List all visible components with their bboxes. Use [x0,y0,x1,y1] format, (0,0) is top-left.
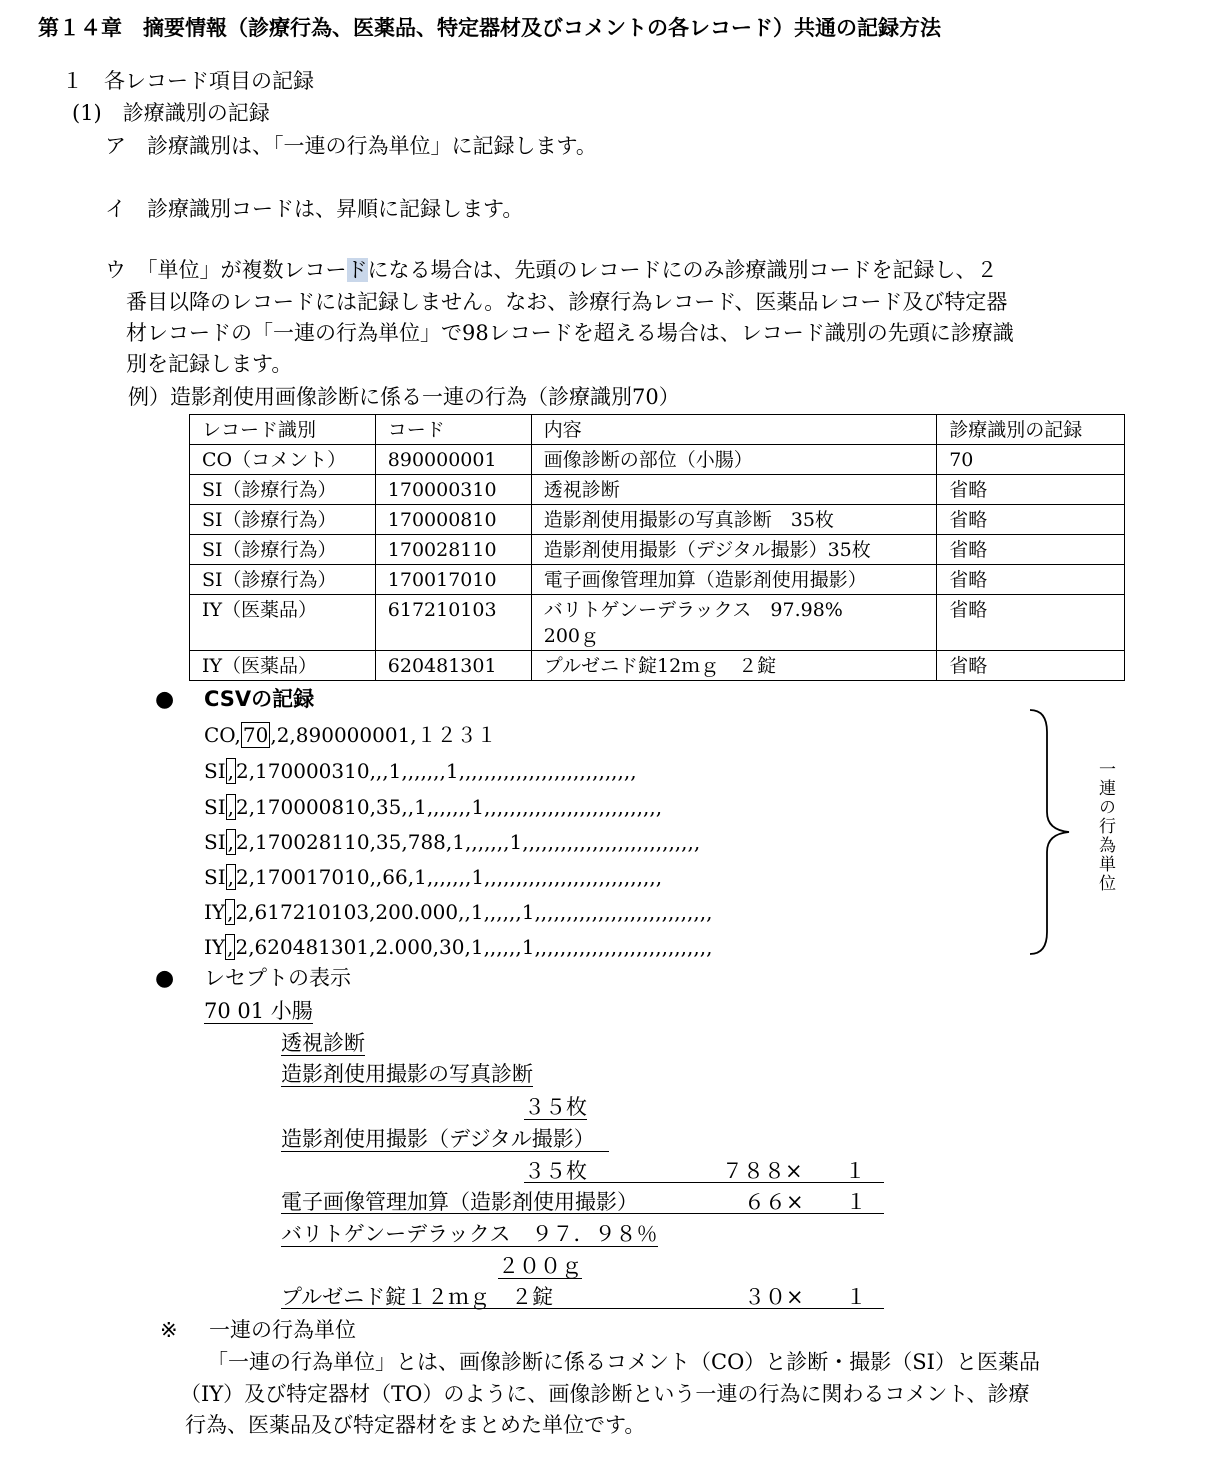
receipt-text: 透視診断 [281,1031,365,1055]
table-row [190,505,1125,535]
receipt-line [524,1161,884,1183]
table-header: 診療識別の記録 [937,415,1125,445]
text-selection-highlight: ド [346,258,368,282]
item-u-line1 [105,260,998,281]
receipt-text: 70 01 小腸 [204,999,313,1023]
receipt-line [498,1256,582,1277]
csv-text: ,2,890000001,１２３１ [270,723,497,747]
receipt-text: プルゼニド錠１２ｍｇ ２錠 [281,1285,554,1309]
table-row [190,445,1125,475]
table-header: レコード識別 [190,415,376,445]
table-cell: 画像診断の部位（小腸） [531,445,936,475]
bullet-icon: ● [155,966,175,991]
csv-highlight-box: , [227,795,234,819]
csv-text: 2,170028110,35,788,1,,,,,,,1,,,,,,,,,,,,,,,,,,,,,,,,,,,, [235,830,701,854]
note-line: （IY）及び特定器材（TO）のように、画像診断という一連の行為に関わるコメント、診療 [180,1382,1030,1406]
section-heading: １ 各レコード項目の記録 [62,69,314,93]
receipt-text: バリトゲンーデラックス ９７．９８％ [281,1222,658,1246]
csv-line [204,829,700,855]
item-i: イ 診療識別コードは、昇順に記録します。 [105,197,524,221]
table-row [190,651,1125,681]
table-header: コード [375,415,531,445]
table-cell: SI（診療行為） [190,475,376,505]
table-cell: 890000001 [375,445,531,475]
receipt-amount: ３０× １ [744,1285,867,1309]
table-cell: 省略 [937,505,1125,535]
table-cell: 造影剤使用撮影の写真診断 35枚 [531,505,936,535]
table-cell: 省略 [937,651,1125,681]
csv-line [204,758,637,784]
table-cell: SI（診療行為） [190,535,376,565]
csv-line [204,899,712,925]
receipt-text: ３５枚 [524,1095,587,1119]
note-title: 一連の行為単位 [209,1318,356,1342]
csv-text: 2,620481301,2.000,30,1,,,,,,1,,,,,,,,,,,,,,,,,,,,,,,,,,,, [235,935,713,959]
table-cell: 透視診断 [531,475,936,505]
csv-text: CO, [204,723,241,747]
table-cell: IY（医薬品） [190,595,376,651]
table-cell: 617210103 [375,595,531,651]
subsection-heading: (1) 診療識別の記録 [72,101,270,125]
item-u-line4: 別を記録します。 [126,352,293,376]
note-mark: ※ [160,1318,178,1342]
item-u-line2: 番目以降のレコードには記録しません。なお、診療行為レコード、医薬品レコード及び特定器 [126,290,1008,314]
csv-text: 2,617210103,200.000,,1,,,,,,1,,,,,,,,,,,,,,,,,,,,,,,,,,,, [235,900,713,924]
record-table [189,414,1125,681]
csv-text: 2,170000810,35,,1,,,,,,,1,,,,,,,,,,,,,,,,,,,,,,,,,,,, [235,795,663,819]
csv-highlight-box: , [227,900,234,924]
table-cell: 省略 [937,475,1125,505]
table-cell: 電子画像管理加算（造影剤使用撮影） [531,565,936,595]
table-cell: 70 [937,445,1125,475]
item-u-text: になる場合は、先頭のレコードにのみ診療識別コードを記録し、２ [367,258,998,282]
table-cell: プルゼニド錠12ｍｇ ２錠 [531,651,936,681]
table-cell: 170017010 [375,565,531,595]
table-cell: 省略 [937,565,1125,595]
csv-line [204,722,497,748]
receipt-line [281,1033,365,1054]
csv-text: 2,170017010,,66,1,,,,,,,1,,,,,,,,,,,,,,,,,,,,,,,,,,,, [235,865,663,889]
table-header-row [190,415,1125,445]
note-line: 行為、医薬品及び特定器材をまとめた単位です。 [185,1413,646,1437]
chapter-title: 第１４章 摘要情報（診療行為、医薬品、特定器材及びコメントの各レコード）共通の記録方法 [38,16,941,40]
csv-line [204,794,662,820]
receipt-line [281,1129,609,1150]
item-u-text: ウ 「単位」が複数レコー [105,258,347,282]
note-line: 「一連の行為単位」とは、画像診断に係るコメント（CO）と診断・撮影（SI）と医薬品 [207,1350,1040,1374]
table-cell: 620481301 [375,651,531,681]
table-cell: CO（コメント） [190,445,376,475]
table-cell: バリトゲンーデラックス 97.98% 200ｇ [531,595,936,651]
table-cell: IY（医薬品） [190,651,376,681]
table-cell: SI（診療行為） [190,505,376,535]
receipt-text: 造影剤使用撮影の写真診断 [281,1062,533,1086]
item-u-line3: 材レコードの「一連の行為単位」で98レコードを超える場合は、レコード識別の先頭に診療識 [126,321,1014,345]
table-row [190,475,1125,505]
item-a: ア 診療識別は、「一連の行為単位」に記録します。 [105,134,597,158]
receipt-line [281,1287,884,1309]
table-cell: 省略 [937,535,1125,565]
receipt-amount: ７８８× １ [722,1159,866,1183]
csv-text: IY [204,900,226,924]
receipt-head [204,1001,313,1022]
bullet-icon: ● [155,687,175,712]
table-cell: 造影剤使用撮影（デジタル撮影）35枚 [531,535,936,565]
csv-line [204,864,662,890]
brace-label: 一連の行為単位 [1095,760,1115,893]
receipt-text: ２００ｇ [498,1254,582,1278]
csv-text: SI [204,830,226,854]
csv-text: SI [204,865,226,889]
table-cell: 170028110 [375,535,531,565]
csv-highlight-box: , [227,830,234,854]
csv-highlight-box: 70 [242,723,269,747]
csv-highlight-box: , [227,759,234,783]
receipt-line [281,1192,884,1214]
table-header: 内容 [531,415,936,445]
receipt-line [281,1224,658,1245]
table-row [190,535,1125,565]
csv-line [204,934,712,960]
csv-highlight-box: , [227,935,234,959]
receipt-heading: レセプトの表示 [204,966,351,990]
receipt-text: ３５枚 [524,1159,587,1183]
table-cell: 省略 [937,595,1125,651]
example-title: 例）造影剤使用画像診断に係る一連の行為（診療識別70） [128,385,680,409]
receipt-line [281,1064,533,1085]
right-brace-icon [1025,708,1075,956]
csv-heading: CSVの記録 [204,687,315,711]
csv-text: 2,170000310,,,1,,,,,,,1,,,,,,,,,,,,,,,,,,,,,,,,,,,, [235,759,637,783]
table-row [190,595,1125,651]
receipt-amount: ６６× １ [744,1190,867,1214]
receipt-line [524,1097,587,1118]
csv-text: SI [204,759,226,783]
table-cell: SI（診療行為） [190,565,376,595]
csv-text: SI [204,795,226,819]
table-row [190,565,1125,595]
table-cell: 170000310 [375,475,531,505]
csv-text: IY [204,935,226,959]
table-cell: 170000810 [375,505,531,535]
csv-highlight-box: , [227,865,234,889]
receipt-text: 造影剤使用撮影（デジタル撮影） [281,1127,609,1152]
receipt-text: 電子画像管理加算（造影剤使用撮影） [281,1190,638,1214]
